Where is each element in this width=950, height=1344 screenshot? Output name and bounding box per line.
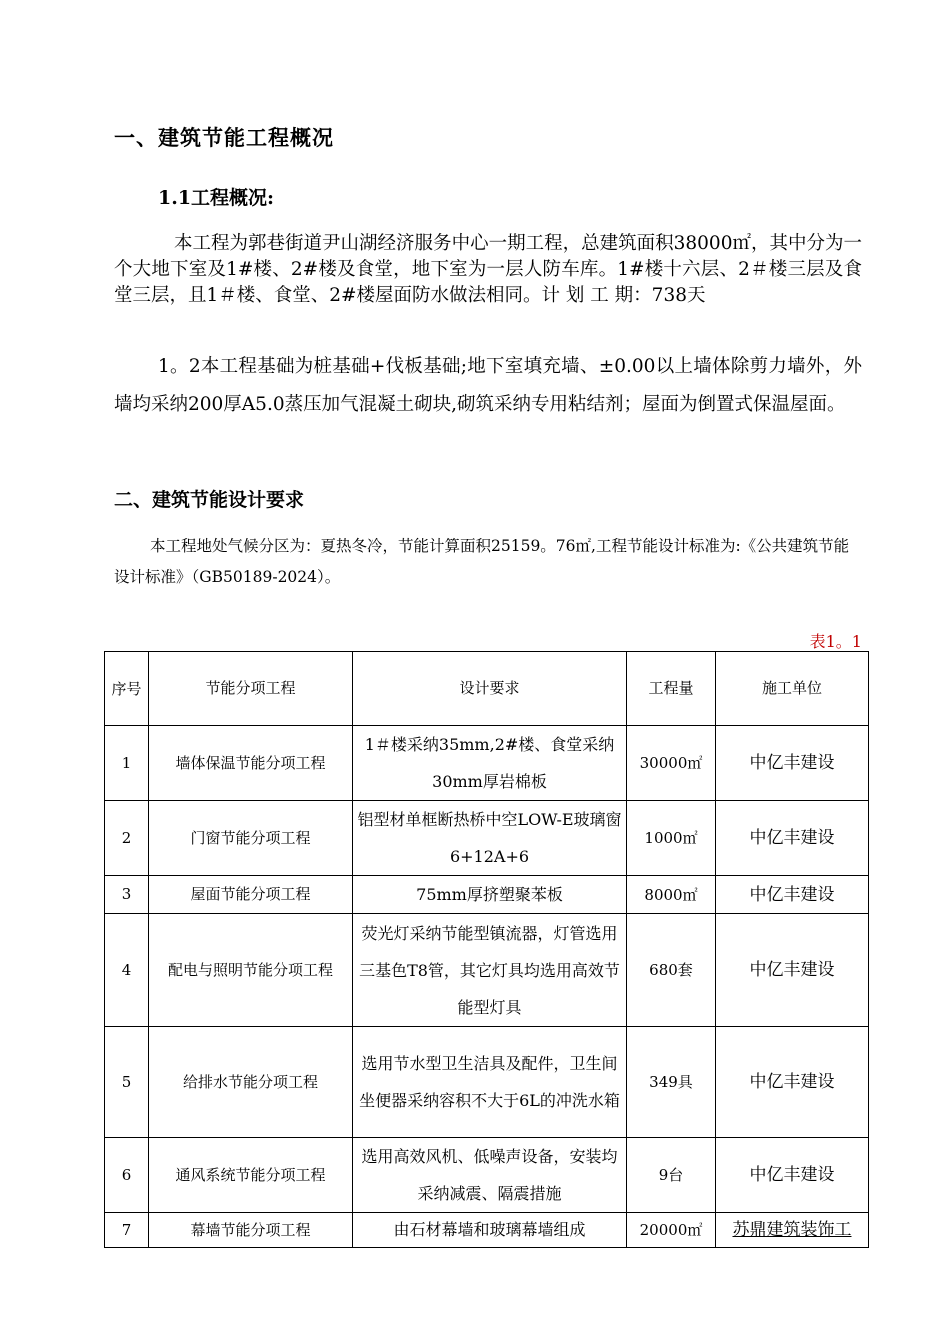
- overview-paragraph: 本工程为郭巷街道尹山湖经济服务中心一期工程，总建筑面积38000㎡，其中分为一个大地下室及1#楼、2#楼及食堂，地下室为一层人防车库。1#楼十六层、2＃楼三层及食堂三层，且1＃楼、食堂、2#楼屋面防水做法相同。计 划 工 期：738天: [114, 233, 862, 306]
- row-unit: 中亿丰建设: [716, 876, 869, 914]
- row-item: 门窗节能分项工程: [149, 801, 353, 876]
- foundation-paragraph: 1。2本工程基础为桩基础+伐板基础;地下室填充墙、±0.00以上墙体除剪力墙外，外墙均采纳200厚A5.0蒸压加气混凝土砌块,砌筑采纳专用粘结剂；屋面为倒置式保温屋面。: [114, 356, 862, 415]
- row-qty: 30000㎡: [627, 726, 716, 801]
- row-req: 1＃楼采纳35mm,2#楼、食堂采纳30mm厚岩棉板: [353, 726, 627, 801]
- table-row: [105, 1138, 869, 1213]
- row-req: 选用高效风机、低噪声设备，安装均采纳减震、隔震措施: [353, 1138, 627, 1213]
- row-unit: 苏鼎建筑装饰工: [716, 1213, 869, 1248]
- row-req: 铝型材单框断热桥中空LOW-E玻璃窗6+12A+6: [353, 801, 627, 876]
- row-req: 选用节水型卫生洁具及配件，卫生间坐便器采纳容积不大于6L的冲洗水箱: [353, 1027, 627, 1138]
- subsection-title: 1.1工程概况:: [158, 187, 275, 209]
- row-no: 7: [105, 1213, 149, 1248]
- table-row: [105, 1027, 869, 1138]
- row-unit: 中亿丰建设: [716, 914, 869, 1027]
- table-row: [105, 1213, 869, 1248]
- row-no: 5: [105, 1027, 149, 1138]
- table-row: [105, 801, 869, 876]
- row-no: 4: [105, 914, 149, 1027]
- row-qty: 680套: [627, 914, 716, 1027]
- row-item: 墙体保温节能分项工程: [149, 726, 353, 801]
- row-item: 通风系统节能分项工程: [149, 1138, 353, 1213]
- row-no: 6: [105, 1138, 149, 1213]
- row-qty: 349具: [627, 1027, 716, 1138]
- row-req: 75mm厚挤塑聚苯板: [353, 876, 627, 914]
- row-unit: 中亿丰建设: [716, 801, 869, 876]
- row-qty: 20000㎡: [627, 1213, 716, 1248]
- row-qty: 1000㎡: [627, 801, 716, 876]
- header-item: 节能分项工程: [149, 652, 353, 726]
- row-item: 屋面节能分项工程: [149, 876, 353, 914]
- row-item: 给排水节能分项工程: [149, 1027, 353, 1138]
- table-header-row: [105, 652, 869, 726]
- row-qty: 8000㎡: [627, 876, 716, 914]
- table-row: [105, 726, 869, 801]
- table-caption: 表1。1: [809, 632, 862, 651]
- row-no: 2: [105, 801, 149, 876]
- row-req: 荧光灯采纳节能型镇流器，灯管选用三基色T8管，其它灯具均选用高效节能型灯具: [353, 914, 627, 1027]
- header-qty: 工程量: [627, 652, 716, 726]
- header-unit: 施工单位: [716, 652, 869, 726]
- energy-table: [104, 651, 869, 1248]
- table-row: [105, 914, 869, 1027]
- row-unit: 中亿丰建设: [716, 1027, 869, 1138]
- header-req: 设计要求: [353, 652, 627, 726]
- row-no: 3: [105, 876, 149, 914]
- header-no: 序号: [105, 652, 149, 726]
- row-no: 1: [105, 726, 149, 801]
- row-unit: 中亿丰建设: [716, 726, 869, 801]
- row-req: 由石材幕墙和玻璃幕墙组成: [353, 1213, 627, 1248]
- design-requirement-paragraph: 本工程地处气候分区为：夏热冬冷，节能计算面积25159。76㎡,工程节能设计标准为:《公共建筑节能设计标准》（GB50189-2024）。: [114, 537, 850, 586]
- section1-title: 一、建筑节能工程概况: [114, 125, 334, 150]
- row-unit: 中亿丰建设: [716, 1138, 869, 1213]
- row-item: 配电与照明节能分项工程: [149, 914, 353, 1027]
- row-qty: 9台: [627, 1138, 716, 1213]
- row-item: 幕墙节能分项工程: [149, 1213, 353, 1248]
- table-row: [105, 876, 869, 914]
- section2-title: 二、建筑节能设计要求: [114, 489, 305, 511]
